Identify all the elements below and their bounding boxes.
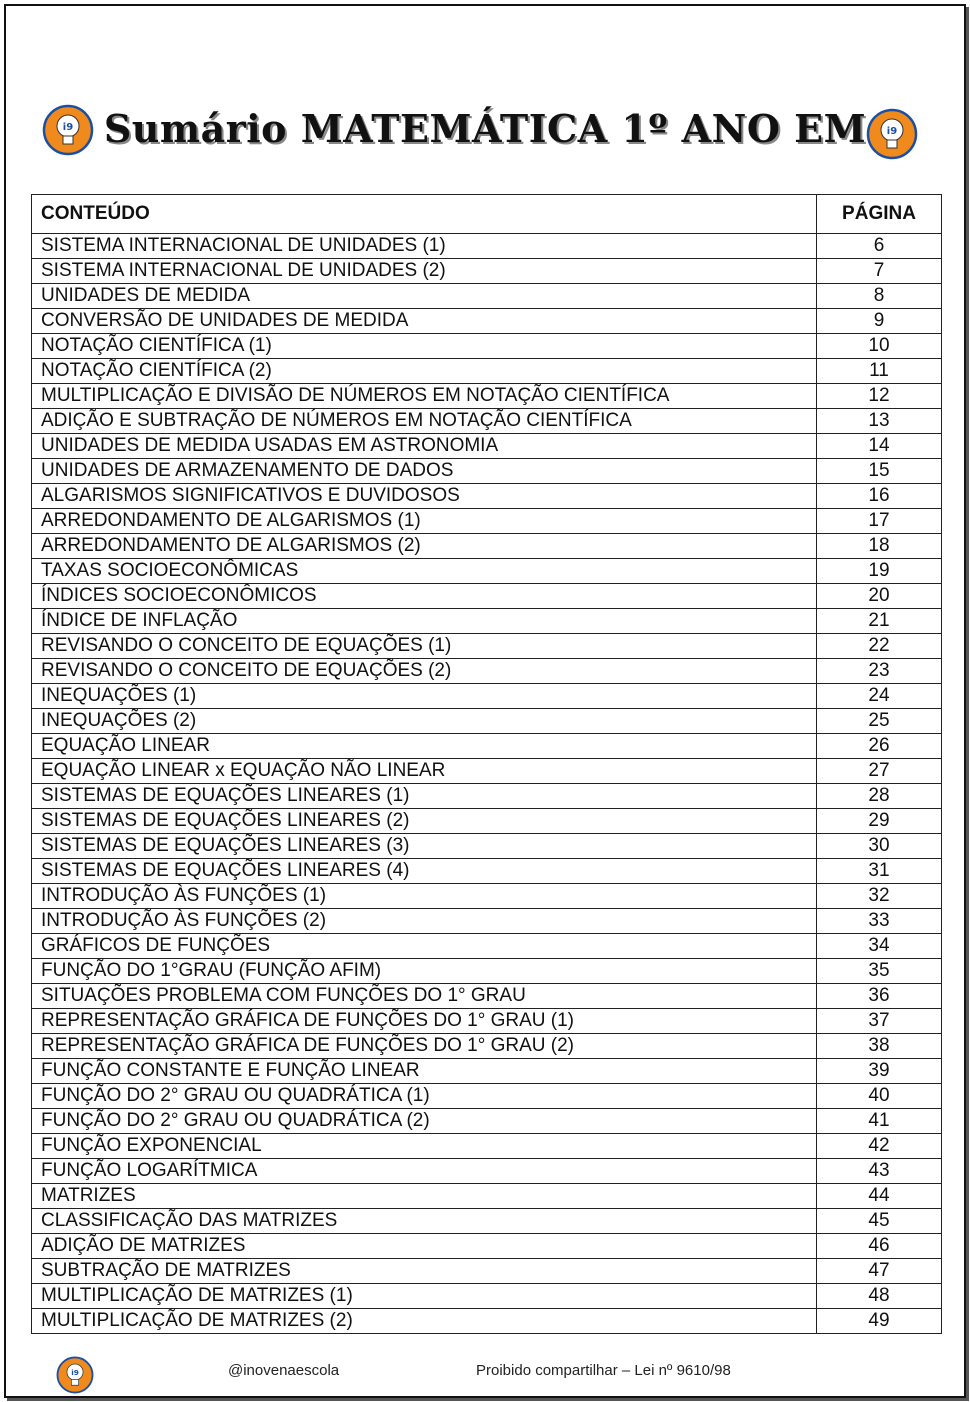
page-number-cell: 42 (817, 1134, 942, 1159)
topic-cell: EQUAÇÃO LINEAR (32, 734, 817, 759)
table-row (32, 484, 942, 509)
table-row (32, 1284, 942, 1309)
page-number-cell: 12 (817, 384, 942, 409)
table-row (32, 1234, 942, 1259)
table-body (32, 234, 942, 1334)
table-row (32, 709, 942, 734)
topic-cell: MATRIZES (32, 1184, 817, 1209)
page-number-cell: 44 (817, 1184, 942, 1209)
page-number-cell: 22 (817, 634, 942, 659)
column-header-content: CONTEÚDO (32, 195, 817, 234)
page-number-cell: 47 (817, 1259, 942, 1284)
page-number-cell: 33 (817, 909, 942, 934)
table-row (32, 809, 942, 834)
table-row (32, 434, 942, 459)
table-row (32, 959, 942, 984)
lightbulb-logo-icon (866, 108, 918, 160)
page-number-cell: 43 (817, 1159, 942, 1184)
page-number-cell: 20 (817, 584, 942, 609)
page-title: Sumário MATEMÁTICA 1º ANO EM (103, 106, 867, 151)
topic-cell: SISTEMAS DE EQUAÇÕES LINEARES (4) (32, 859, 817, 884)
topic-cell: ADIÇÃO DE MATRIZES (32, 1234, 817, 1259)
topic-cell: TAXAS SOCIOECONÔMICAS (32, 559, 817, 584)
table-row (32, 559, 942, 584)
topic-cell: SISTEMAS DE EQUAÇÕES LINEARES (3) (32, 834, 817, 859)
page-number-cell: 14 (817, 434, 942, 459)
table-row (32, 284, 942, 309)
topic-cell: REPRESENTAÇÃO GRÁFICA DE FUNÇÕES DO 1° GRAU (2) (32, 1034, 817, 1059)
table-of-contents (31, 194, 942, 1334)
topic-cell: ALGARISMOS SIGNIFICATIVOS E DUVIDOSOS (32, 484, 817, 509)
svg-text:i9: i9 (62, 122, 74, 133)
topic-cell: GRÁFICOS DE FUNÇÕES (32, 934, 817, 959)
page-number-cell: 46 (817, 1234, 942, 1259)
page-number-cell: 34 (817, 934, 942, 959)
table-row (32, 584, 942, 609)
topic-cell: FUNÇÃO LOGARÍTMICA (32, 1159, 817, 1184)
topic-cell: ARREDONDAMENTO DE ALGARISMOS (1) (32, 509, 817, 534)
table-row (32, 1084, 942, 1109)
page-number-cell: 29 (817, 809, 942, 834)
topic-cell: FUNÇÃO CONSTANTE E FUNÇÃO LINEAR (32, 1059, 817, 1084)
table-row (32, 1159, 942, 1184)
topic-cell: CONVERSÃO DE UNIDADES DE MEDIDA (32, 309, 817, 334)
table-row (32, 459, 942, 484)
table-row (32, 684, 942, 709)
topic-cell: FUNÇÃO EXPONENCIAL (32, 1134, 817, 1159)
topic-cell: MULTIPLICAÇÃO DE MATRIZES (2) (32, 1309, 817, 1334)
table-row (32, 734, 942, 759)
lightbulb-logo-icon (56, 1356, 94, 1394)
page-number-cell: 35 (817, 959, 942, 984)
topic-cell: ADIÇÃO E SUBTRAÇÃO DE NÚMEROS EM NOTAÇÃO CIENTÍFICA (32, 409, 817, 434)
topic-cell: FUNÇÃO DO 1°GRAU (FUNÇÃO AFIM) (32, 959, 817, 984)
page-number-cell: 13 (817, 409, 942, 434)
page-number-cell: 31 (817, 859, 942, 884)
table-row (32, 309, 942, 334)
page-number-cell: 36 (817, 984, 942, 1009)
table-row (32, 1109, 942, 1134)
topic-cell: ÍNDICES SOCIOECONÔMICOS (32, 584, 817, 609)
page-number-cell: 28 (817, 784, 942, 809)
footer-handle: @inovenaescola (228, 1362, 340, 1379)
topic-cell: NOTAÇÃO CIENTÍFICA (1) (32, 334, 817, 359)
topic-cell: MULTIPLICAÇÃO DE MATRIZES (1) (32, 1284, 817, 1309)
page-number-cell: 41 (817, 1109, 942, 1134)
table-row (32, 509, 942, 534)
page-number-cell: 9 (817, 309, 942, 334)
page-number-cell: 26 (817, 734, 942, 759)
table-row (32, 634, 942, 659)
table-header-row (32, 195, 942, 234)
table-row (32, 859, 942, 884)
page-number-cell: 11 (817, 359, 942, 384)
table-row (32, 934, 942, 959)
page-number-cell: 27 (817, 759, 942, 784)
table-row (32, 609, 942, 634)
footer-legal-notice: Proibido compartilhar – Lei nº 9610/98 (476, 1362, 731, 1379)
table-row (32, 1259, 942, 1284)
table-row (32, 1009, 942, 1034)
table-row (32, 884, 942, 909)
page-header (6, 96, 964, 176)
page-number-cell: 16 (817, 484, 942, 509)
page-number-cell: 23 (817, 659, 942, 684)
topic-cell: UNIDADES DE ARMAZENAMENTO DE DADOS (32, 459, 817, 484)
table-row (32, 259, 942, 284)
table-row (32, 334, 942, 359)
page-number-cell: 32 (817, 884, 942, 909)
topic-cell: UNIDADES DE MEDIDA USADAS EM ASTRONOMIA (32, 434, 817, 459)
topic-cell: REVISANDO O CONCEITO DE EQUAÇÕES (2) (32, 659, 817, 684)
table-row (32, 384, 942, 409)
page-number-cell: 10 (817, 334, 942, 359)
page-number-cell: 24 (817, 684, 942, 709)
topic-cell: FUNÇÃO DO 2° GRAU OU QUADRÁTICA (1) (32, 1084, 817, 1109)
topic-cell: REVISANDO O CONCEITO DE EQUAÇÕES (1) (32, 634, 817, 659)
topic-cell: INEQUAÇÕES (2) (32, 709, 817, 734)
table-row (32, 1184, 942, 1209)
table-row (32, 1309, 942, 1334)
svg-text:i9: i9 (71, 1368, 79, 1377)
table-row (32, 834, 942, 859)
topic-cell: INTRODUÇÃO ÀS FUNÇÕES (1) (32, 884, 817, 909)
table-row (32, 909, 942, 934)
table-row (32, 1059, 942, 1084)
topic-cell: MULTIPLICAÇÃO E DIVISÃO DE NÚMEROS EM NOTAÇÃO CIENTÍFICA (32, 384, 817, 409)
topic-cell: EQUAÇÃO LINEAR x EQUAÇÃO NÃO LINEAR (32, 759, 817, 784)
page-number-cell: 30 (817, 834, 942, 859)
topic-cell: SISTEMA INTERNACIONAL DE UNIDADES (1) (32, 234, 817, 259)
table-row (32, 1134, 942, 1159)
table-row (32, 784, 942, 809)
table-row (32, 1209, 942, 1234)
page-number-cell: 17 (817, 509, 942, 534)
topic-cell: SUBTRAÇÃO DE MATRIZES (32, 1259, 817, 1284)
table-row (32, 359, 942, 384)
page-number-cell: 37 (817, 1009, 942, 1034)
column-header-page: PÁGINA (817, 195, 942, 234)
table-row (32, 534, 942, 559)
topic-cell: INTRODUÇÃO ÀS FUNÇÕES (2) (32, 909, 817, 934)
page-number-cell: 45 (817, 1209, 942, 1234)
page-number-cell: 40 (817, 1084, 942, 1109)
page-number-cell: 38 (817, 1034, 942, 1059)
topic-cell: SISTEMA INTERNACIONAL DE UNIDADES (2) (32, 259, 817, 284)
table-row (32, 759, 942, 784)
page-number-cell: 8 (817, 284, 942, 309)
page-number-cell: 18 (817, 534, 942, 559)
topic-cell: FUNÇÃO DO 2° GRAU OU QUADRÁTICA (2) (32, 1109, 817, 1134)
svg-text:i9: i9 (886, 126, 898, 137)
topic-cell: ARREDONDAMENTO DE ALGARISMOS (2) (32, 534, 817, 559)
topic-cell: SITUAÇÕES PROBLEMA COM FUNÇÕES DO 1° GRAU (32, 984, 817, 1009)
topic-cell: CLASSIFICAÇÃO DAS MATRIZES (32, 1209, 817, 1234)
page-number-cell: 49 (817, 1309, 942, 1334)
topic-cell: NOTAÇÃO CIENTÍFICA (2) (32, 359, 817, 384)
page-number-cell: 39 (817, 1059, 942, 1084)
document-page (4, 4, 966, 1398)
topic-cell: REPRESENTAÇÃO GRÁFICA DE FUNÇÕES DO 1° GRAU (1) (32, 1009, 817, 1034)
topic-cell: UNIDADES DE MEDIDA (32, 284, 817, 309)
topic-cell: SISTEMAS DE EQUAÇÕES LINEARES (1) (32, 784, 817, 809)
table-row (32, 984, 942, 1009)
topic-cell: SISTEMAS DE EQUAÇÕES LINEARES (2) (32, 809, 817, 834)
page-number-cell: 7 (817, 259, 942, 284)
table-row (32, 409, 942, 434)
page-number-cell: 48 (817, 1284, 942, 1309)
page-number-cell: 25 (817, 709, 942, 734)
topic-cell: INEQUAÇÕES (1) (32, 684, 817, 709)
page-number-cell: 15 (817, 459, 942, 484)
table-row (32, 659, 942, 684)
page-number-cell: 21 (817, 609, 942, 634)
page-number-cell: 6 (817, 234, 942, 259)
table-row (32, 1034, 942, 1059)
page-number-cell: 19 (817, 559, 942, 584)
table-row (32, 234, 942, 259)
topic-cell: ÍNDICE DE INFLAÇÃO (32, 609, 817, 634)
